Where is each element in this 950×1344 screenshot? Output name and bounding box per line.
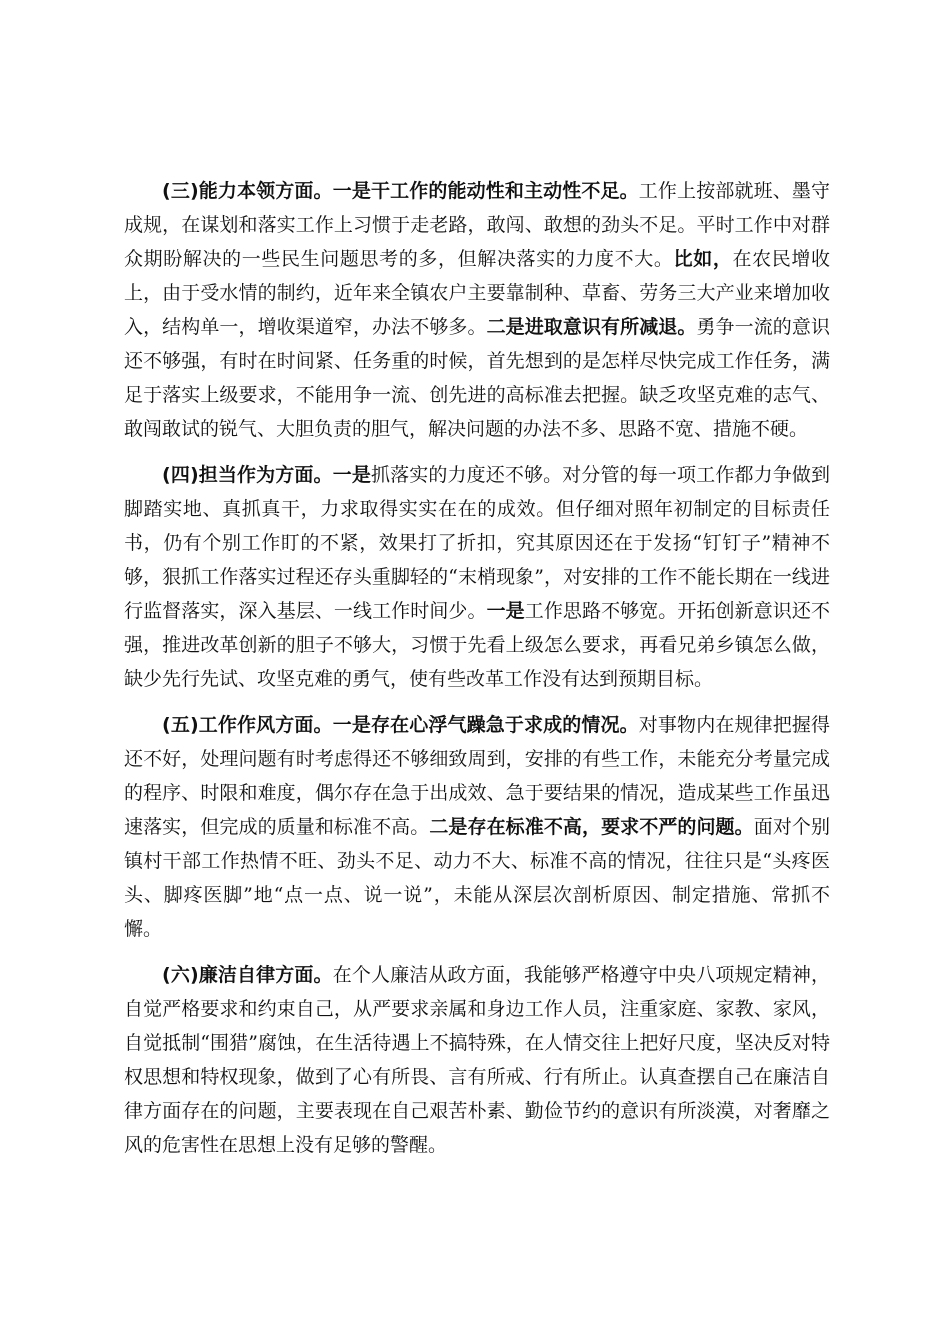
section-heading: (五)工作作风方面。 [162,714,333,736]
bold-phrase: 一是 [332,464,371,486]
document-body [124,174,830,1174]
body-text: 工作上按部就班、墨守成规，在谋划和落实工作上习惯于走老路，敢闯、敢想的劲头不足。平时工作中对群众期盼解决的一些民生问题思考的多，但解决落实的力度不大。 [124,180,830,270]
section-heading: (四)担当作为方面。 [162,464,333,486]
body-text: 工作思路不够宽。开拓创新意识还不强，推进改革创新的胆子不够大，习惯于先看上级怎么要求，再看兄弟乡镇怎么做，缺少先行先试、攻坚克难的勇气，使有些改革工作没有达到预期目标。 [124,600,830,690]
paragraph-integrity [124,958,830,1162]
body-text: 在个人廉洁从政方面，我能够严格遵守中央八项规定精神，自觉严格要求和约束自己，从严要求亲属和身边工作人员，注重家庭、家教、家风，自觉抵制“围猎”腐蚀，在生活待遇上不搞特殊，在人情交往上把好尺度，坚决反对特权思想和特权现象，做到了心有所畏、言有所戒、行有所止。认真查摆自己在廉洁自律方面存在的问题，主要表现在自己艰苦朴素、勤俭节约的意识有所淡漠，对奢靡之风的危害性在思想上没有足够的警醒。 [124,964,830,1156]
body-text: 抓落实的力度还不够。对分管的每一项工作都力争做到脚踏实地、真抓真干，力求取得实实在在的成效。但仔细对照年初制定的目标责任书，仍有个别工作盯的不紧，效果打了折扣，究其原因还在于发扬“钉钉子”精神不够，狠抓工作落实过程还存头重脚轻的“末梢现象”，对安排的工作不能长期在一线进行监督落实，深入基层、一线工作时间少。 [124,464,830,622]
paragraph-ability [124,174,830,446]
body-text: 对事物内在规律把握得还不好，处理问题有时考虑得还不够细致周到，安排的有些工作，未能充分考量完成的程序、时限和难度，偶尔存在急于出成效、急于要结果的情况，造成某些工作虽迅速落实，但完成的质量和标准不高。 [124,714,830,838]
paragraph-work-style [124,708,830,946]
bold-phrase: 二是存在标准不高，要求不严的问题。 [429,816,754,838]
bold-phrase: 一是干工作的能动性和主动性不足。 [332,180,639,202]
bold-phrase: 二是进取意识有所减退。 [486,316,697,338]
section-heading: (六)廉洁自律方面。 [162,964,333,986]
body-text: 在农民增收上，由于受水情的制约，近年来全镇农户主要靠制种、草畜、劳务三大产业来增加收入，结构单一，增收渠道窄，办法不够多。 [124,248,830,338]
bold-phrase: 一是存在心浮气躁急于求成的情况。 [332,714,639,736]
bold-phrase: 比如， [673,248,733,270]
paragraph-responsibility [124,458,830,696]
body-text: 面对个别镇村干部工作热情不旺、劲头不足、动力不大、标准不高的情况，往往只是“头疼医头、脚疼医脚”地“点一点、说一说”，未能从深层次剖析原因、制定措施、常抓不懈。 [124,816,830,940]
body-text: 勇争一流的意识还不够强，有时在时间紧、任务重的时候，首先想到的是怎样尽快完成工作任务，满足于落实上级要求，不能用争一流、创先进的高标准去把握。缺乏攻坚克难的志气、敢闯敢试的锐气、大胆负责的胆气，解决问题的办法不多、思路不宽、措施不硬。 [124,316,830,440]
bold-phrase: 一是 [486,600,525,622]
section-heading: (三)能力本领方面。 [162,180,333,202]
